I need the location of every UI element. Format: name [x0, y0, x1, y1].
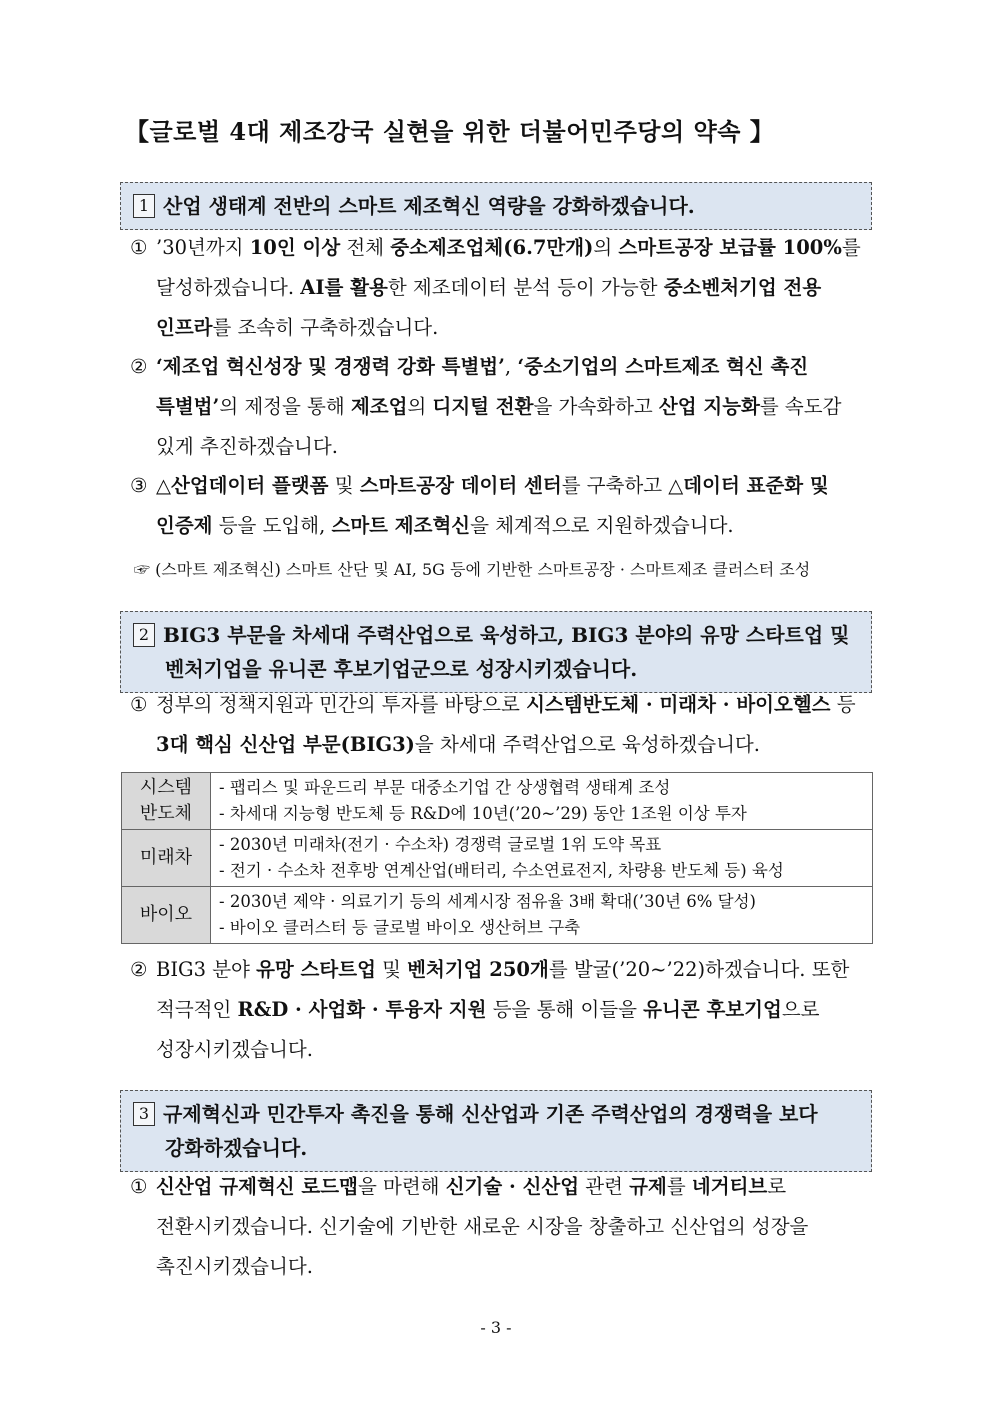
body-text: 를 — [666, 1175, 692, 1198]
table-bullet: - 2030년 미래차(전기 · 수소차) 경쟁력 글로벌 1위 도약 목표 — [219, 835, 662, 854]
emphasis-text: 유니콘 후보기업 — [643, 998, 782, 1021]
item-line — [130, 228, 875, 268]
body-text: 한 제조데이터 분석 등이 가능한 — [387, 276, 664, 299]
item-line — [130, 685, 875, 725]
body-text: 전체 — [340, 236, 391, 259]
emphasis-text: 유망 스타트업 — [256, 958, 376, 981]
label-text: 시스템 — [139, 777, 193, 798]
page-title: 【글로벌 4대 제조강국 실현을 위한 더불어민주당의 약속 】 — [125, 117, 775, 146]
body-text: 를 발굴(’20~’22)하겠습니다. 또한 — [548, 958, 850, 981]
emphasis-text: 스마트 제조혁신 — [331, 514, 471, 537]
table-row-label — [122, 887, 211, 944]
item-line — [130, 268, 875, 308]
body-text: 성장시키겠습니다. — [156, 1038, 313, 1061]
section-heading-text: 강화하겠습니다. — [165, 1136, 308, 1160]
item-marker: ③ — [130, 474, 148, 497]
body-text: 등을 도입해, — [212, 514, 332, 537]
table-row-label — [122, 773, 211, 830]
emphasis-text: 스마트공장 데이터 센터 — [359, 474, 562, 497]
note-text: ☞ (스마트 제조혁신) 스마트 산단 및 AI, 5G 등에 기반한 스마트공장 · 스마트제조 클러스터 조성 — [134, 560, 811, 579]
emphasis-text: 네거티브 — [691, 1175, 768, 1198]
body-text: 정부의 정책지원과 민간의 투자를 바탕으로 — [156, 693, 527, 716]
body-text: 달성하겠습니다. — [156, 276, 301, 299]
label-text: 바이오 — [139, 904, 193, 925]
emphasis-text: ‘제조업 혁신성장 및 경쟁력 강화 특별법’ — [156, 355, 505, 378]
list-item — [130, 347, 875, 467]
emphasis-text: 규제 — [629, 1175, 667, 1198]
page-number: - 3 - — [480, 1318, 512, 1337]
emphasis-text: 제조업 — [350, 395, 408, 418]
item-line — [130, 387, 875, 427]
body-text: 을 체계적으로 지원하겠습니다. — [470, 514, 734, 537]
section-heading-text: 벤처기업을 유니콘 후보기업군으로 성장시키겠습니다. — [165, 657, 638, 681]
label-text: 미래차 — [139, 847, 193, 868]
emphasis-text: 벤처기업 250개 — [407, 958, 549, 981]
body-text: 를 속도감 — [759, 395, 842, 418]
body-text: BIG3 분야 — [156, 958, 257, 981]
item-marker: ① — [130, 236, 148, 259]
body-text: 등을 통해 이들을 — [486, 998, 644, 1021]
body-text: ’30년까지 — [156, 236, 250, 259]
body-text: 촉진시키겠습니다. — [156, 1255, 313, 1278]
section-number-box: 3 — [133, 1102, 155, 1126]
emphasis-text: AI를 활용 — [300, 276, 388, 299]
table-row — [122, 887, 873, 944]
emphasis-text: 데이터 표준화 및 — [683, 474, 829, 497]
item-line — [130, 466, 875, 506]
body-text: 있게 추진하겠습니다. — [156, 435, 338, 458]
item-line — [130, 725, 875, 765]
body-text: 및 — [328, 474, 360, 497]
table-row-content — [211, 773, 873, 830]
item-marker: ② — [130, 958, 148, 981]
section-heading-text: 규제혁신과 민간투자 촉진을 통해 신산업과 기존 주력산업의 경쟁력을 보다 — [163, 1102, 818, 1126]
list-item — [130, 466, 875, 546]
body-text: 및 — [375, 958, 408, 981]
emphasis-text: 인증제 — [156, 514, 213, 537]
item-line — [130, 427, 875, 467]
item-marker: ① — [130, 693, 148, 716]
emphasis-text: 신산업 규제혁신 로드맵 — [156, 1175, 358, 1198]
body-text: 을 마련해 — [357, 1175, 446, 1198]
table-row-content — [211, 887, 873, 944]
emphasis-text: 인프라 — [156, 316, 213, 339]
item-line — [130, 506, 875, 546]
body-text: 적극적인 — [156, 998, 238, 1021]
emphasis-text: 스마트공장 보급률 100% — [618, 236, 842, 259]
big3-table — [121, 772, 873, 944]
section-heading-text: 산업 생태계 전반의 스마트 제조혁신 역량을 강화하겠습니다. — [163, 194, 695, 218]
item-line — [130, 347, 875, 387]
item-line — [130, 1030, 875, 1070]
section-number-box: 2 — [133, 623, 155, 647]
emphasis-text: 10인 이상 — [249, 236, 341, 259]
section-1-heading — [120, 182, 872, 230]
emphasis-text: 신기술 · 신산업 — [445, 1175, 580, 1198]
body-text: 전환시키겠습니다. 신기술에 기반한 새로운 시장을 창출하고 신산업의 성장을 — [156, 1215, 809, 1238]
body-text: 등 — [830, 693, 856, 716]
section-3-heading — [120, 1090, 872, 1172]
item-line — [130, 950, 875, 990]
body-text: 을 차세대 주력산업으로 육성하겠습니다. — [414, 733, 760, 756]
item-line — [130, 1167, 875, 1207]
table-row-content — [211, 830, 873, 887]
item-line — [130, 1247, 875, 1287]
table-bullet: - 2030년 제약 · 의료기기 등의 세계시장 점유율 3배 확대(’30년 6% 달성) — [219, 892, 756, 911]
list-item — [130, 1167, 875, 1287]
section-2-heading — [120, 611, 872, 693]
list-item — [130, 950, 875, 1070]
emphasis-text: 산업데이터 플랫폼 — [171, 474, 329, 497]
item-marker: ① — [130, 1175, 148, 1198]
body-text: 를 조속히 구축하겠습니다. — [212, 316, 439, 339]
table-bullet: - 차세대 지능형 반도체 등 R&D에 10년(’20~’29) 동안 1조원 이상 투자 — [219, 804, 747, 823]
label-text: 반도체 — [139, 803, 193, 824]
body-text: 를 구축하고 △ — [561, 474, 684, 497]
body-text: △ — [156, 474, 171, 497]
emphasis-text: 중소벤처기업 전용 — [663, 276, 822, 299]
body-text: 의 — [593, 236, 619, 259]
table-row — [122, 830, 873, 887]
table-bullet: - 팹리스 및 파운드리 부문 대중소기업 간 상생협력 생태계 조성 — [219, 778, 671, 797]
emphasis-text: 특별법’ — [156, 395, 220, 418]
emphasis-text: 산업 지능화 — [658, 395, 760, 418]
item-marker: ② — [130, 355, 148, 378]
body-text: 로 — [767, 1175, 787, 1198]
body-text: 으로 — [781, 998, 820, 1021]
table-bullet: - 전기 · 수소차 전후방 연계산업(배터리, 수소연료전지, 차량용 반도체 등) 육성 — [219, 861, 784, 880]
emphasis-text: R&D · 사업화 · 투융자 지원 — [237, 998, 487, 1021]
item-line — [130, 1207, 875, 1247]
list-item — [130, 228, 875, 348]
item-line — [130, 990, 875, 1030]
body-text: 의 — [407, 395, 433, 418]
emphasis-text: 디지털 전환 — [432, 395, 534, 418]
emphasis-text: ‘중소기업의 스마트제조 혁신 촉진 — [517, 355, 809, 378]
emphasis-text: 중소제조업체(6.7만개) — [390, 236, 594, 259]
emphasis-text: 시스템반도체 · 미래차 · 바이오헬스 — [526, 693, 831, 716]
body-text: 관련 — [579, 1175, 630, 1198]
item-line — [130, 308, 875, 348]
body-text: , — [504, 355, 518, 378]
emphasis-text: 3대 핵심 신산업 부문(BIG3) — [156, 733, 415, 756]
table-row-label — [122, 830, 211, 887]
table-row — [122, 773, 873, 830]
body-text: 를 — [841, 236, 861, 259]
body-text: 의 제정을 통해 — [219, 395, 351, 418]
section-heading-text: BIG3 부문을 차세대 주력산업으로 육성하고, BIG3 분야의 유망 스타트업 및 — [163, 623, 850, 647]
table-bullet: - 바이오 클러스터 등 글로벌 바이오 생산허브 구축 — [219, 918, 581, 937]
list-item — [130, 685, 875, 765]
body-text: 을 가속화하고 — [533, 395, 659, 418]
section-number-box: 1 — [133, 194, 155, 218]
